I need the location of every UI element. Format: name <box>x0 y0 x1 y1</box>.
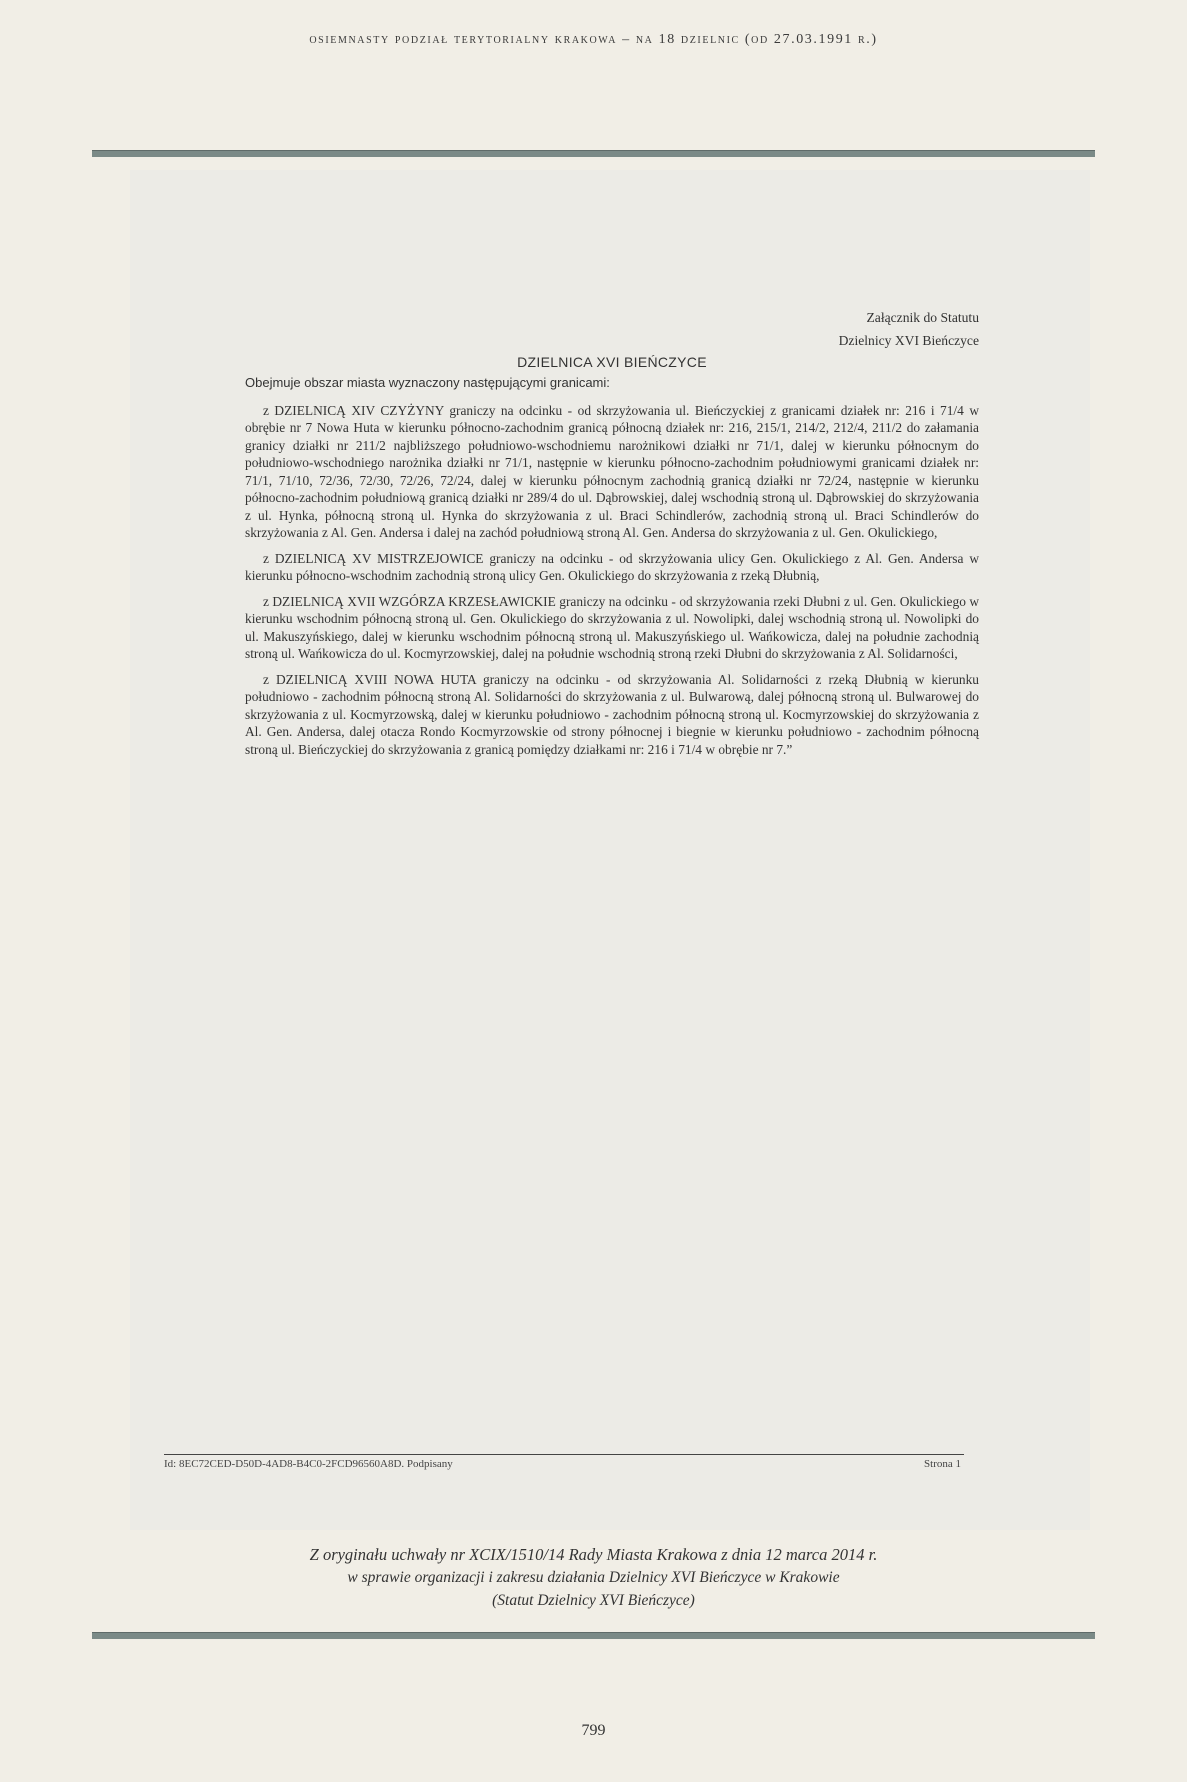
attachment-note <box>245 306 979 352</box>
source-caption <box>0 1543 1187 1612</box>
boundary-paragraph-nowa-huta: z DZIELNICĄ XVIII NOWA HUTA graniczy na odcinku - od skrzyżowania Al. Solidarności z rzeką Dłubnią w kierunku południowo - zachodnim północną stroną Al. Solidarności do skrzyżowania z ul. Bulwarową, dalej północną stroną ul. Bulwarowej do skrzyżowania z ul. Kocmyrzowską, dalej w kierunku południowo - zachodnim północną stroną ul. Kocmyrzowskiej do skrzyżowania z Al. Gen. Andersa, dalej otacza Rondo Kocmyrzowskie od strony północnej i biegnie w kierunku południowo - zachodnim północną stroną ul. Bieńczyckiej do skrzyżowania z granicą pomiędzy działkami nr: 216 i 71/4 w obrębie nr 7.” <box>245 671 979 757</box>
top-divider <box>92 150 1095 157</box>
intro-text: Obejmuje obszar miasta wyznaczony następującymi granicami: <box>245 374 610 390</box>
boundary-paragraph-mistrzejowice: z DZIELNICĄ XV MISTRZEJOWICE graniczy na odcinku - od skrzyżowania ulicy Gen. Okulickiego z Al. Gen. Andersa w kierunku północno-wschodnim zachodnią stroną ulicy Gen. Okulickiego do skrzyżowania z rzeką Dłubnią, <box>245 550 979 583</box>
boundary-paragraph-czyzyny: z DZIELNICĄ XIV CZYŻYNY graniczy na odcinku - od skrzyżowania ul. Bieńczyckiej z granicami działek nr: 216 i 71/4 w obrębie nr 7 Nowa Huta w kierunku północno-zachodnim granicą północną działek nr: 216, 215/1, 214/2, 212/4, 211/2 do załamania granicy działki nr 211/2 najbliższego południowo-wschodniemu narożnikowi działki nr 71/1, dalej w kierunku północnym do południowo-wschodniego narożnika działki nr 71/1, następnie w kierunku północno-zachodnim południowymi granicami działek nr: 71/1, 71/10, 72/36, 72/30, 72/26, 72/24, dalej w kierunku północnym zachodnią granicą działki nr 72/24, następnie w kierunku północno-zachodnim południową granicą działki nr 289/4 do ul. Dąbrowskiej, dalej wschodnią stroną ul. Dąbrowskiej do skrzyżowania z ul. Hynka, północną stroną ul. Hynka do skrzyżowania z ul. Braci Schindlerów, zachodnią stroną ul. Braci Schindlerów do skrzyżowania z Al. Gen. Andersa i dalej na zachód południową stroną Al. Gen. Andersa do skrzyżowania z ul. Gen. Okulickiego, <box>245 402 979 540</box>
boundary-paragraph-wzgorza: z DZIELNICĄ XVII WZGÓRZA KRZESŁAWICKIE graniczy na odcinku - od skrzyżowania rzeki Dłubni z ul. Gen. Okulickiego w kierunku wschodnim północną stroną ul. Gen. Okulickiego do skrzyżowania z ul. Nowolipki, dalej wschodnią stroną ul. Nowolipki do ul. Makuszyńskiego, dalej w kierunku wschodnim północną stroną ul. Makuszyńskiego ul. Wańkowicza, dalej na południe zachodnią stroną ul. Wańkowicza do ul. Kocmyrzowskiej, dalej na południe wschodnią stroną rzeki Dłubni do skrzyżowania z Al. Solidarności, <box>245 593 979 661</box>
running-header: osiemnasty podział terytorialny krakowa – na 18 dzielnic (od 27.03.1991 r.) <box>309 32 878 47</box>
document-page-label: Strona 1 <box>924 1458 961 1470</box>
bottom-divider <box>92 1632 1095 1639</box>
document-id: Id: 8EC72CED-D50D-4AD8-B4C0-2FCD96560A8D. Podpisany <box>164 1458 453 1470</box>
footer-divider <box>164 1454 964 1455</box>
statute-attachment <box>245 306 979 758</box>
attachment-line-2: Dzielnicy XVI Bieńczyce <box>838 333 979 348</box>
caption-line-3: (Statut Dzielnicy XVI Bieńczyce) <box>492 1592 695 1609</box>
attachment-line-1: Załącznik do Statutu <box>866 310 979 325</box>
caption-line-2: w sprawie organizacji i zakresu działania Dzielnicy XVI Bieńczyce w Krakowie <box>347 1569 840 1586</box>
caption-line-1: Z oryginału uchwały nr XCIX/1510/14 Rady Miasta Krakowa z dnia 12 marca 2014 r. <box>309 1545 878 1564</box>
document-title: DZIELNICA XVI BIEŃCZYCE <box>517 354 707 370</box>
page-number: 799 <box>581 1722 606 1739</box>
